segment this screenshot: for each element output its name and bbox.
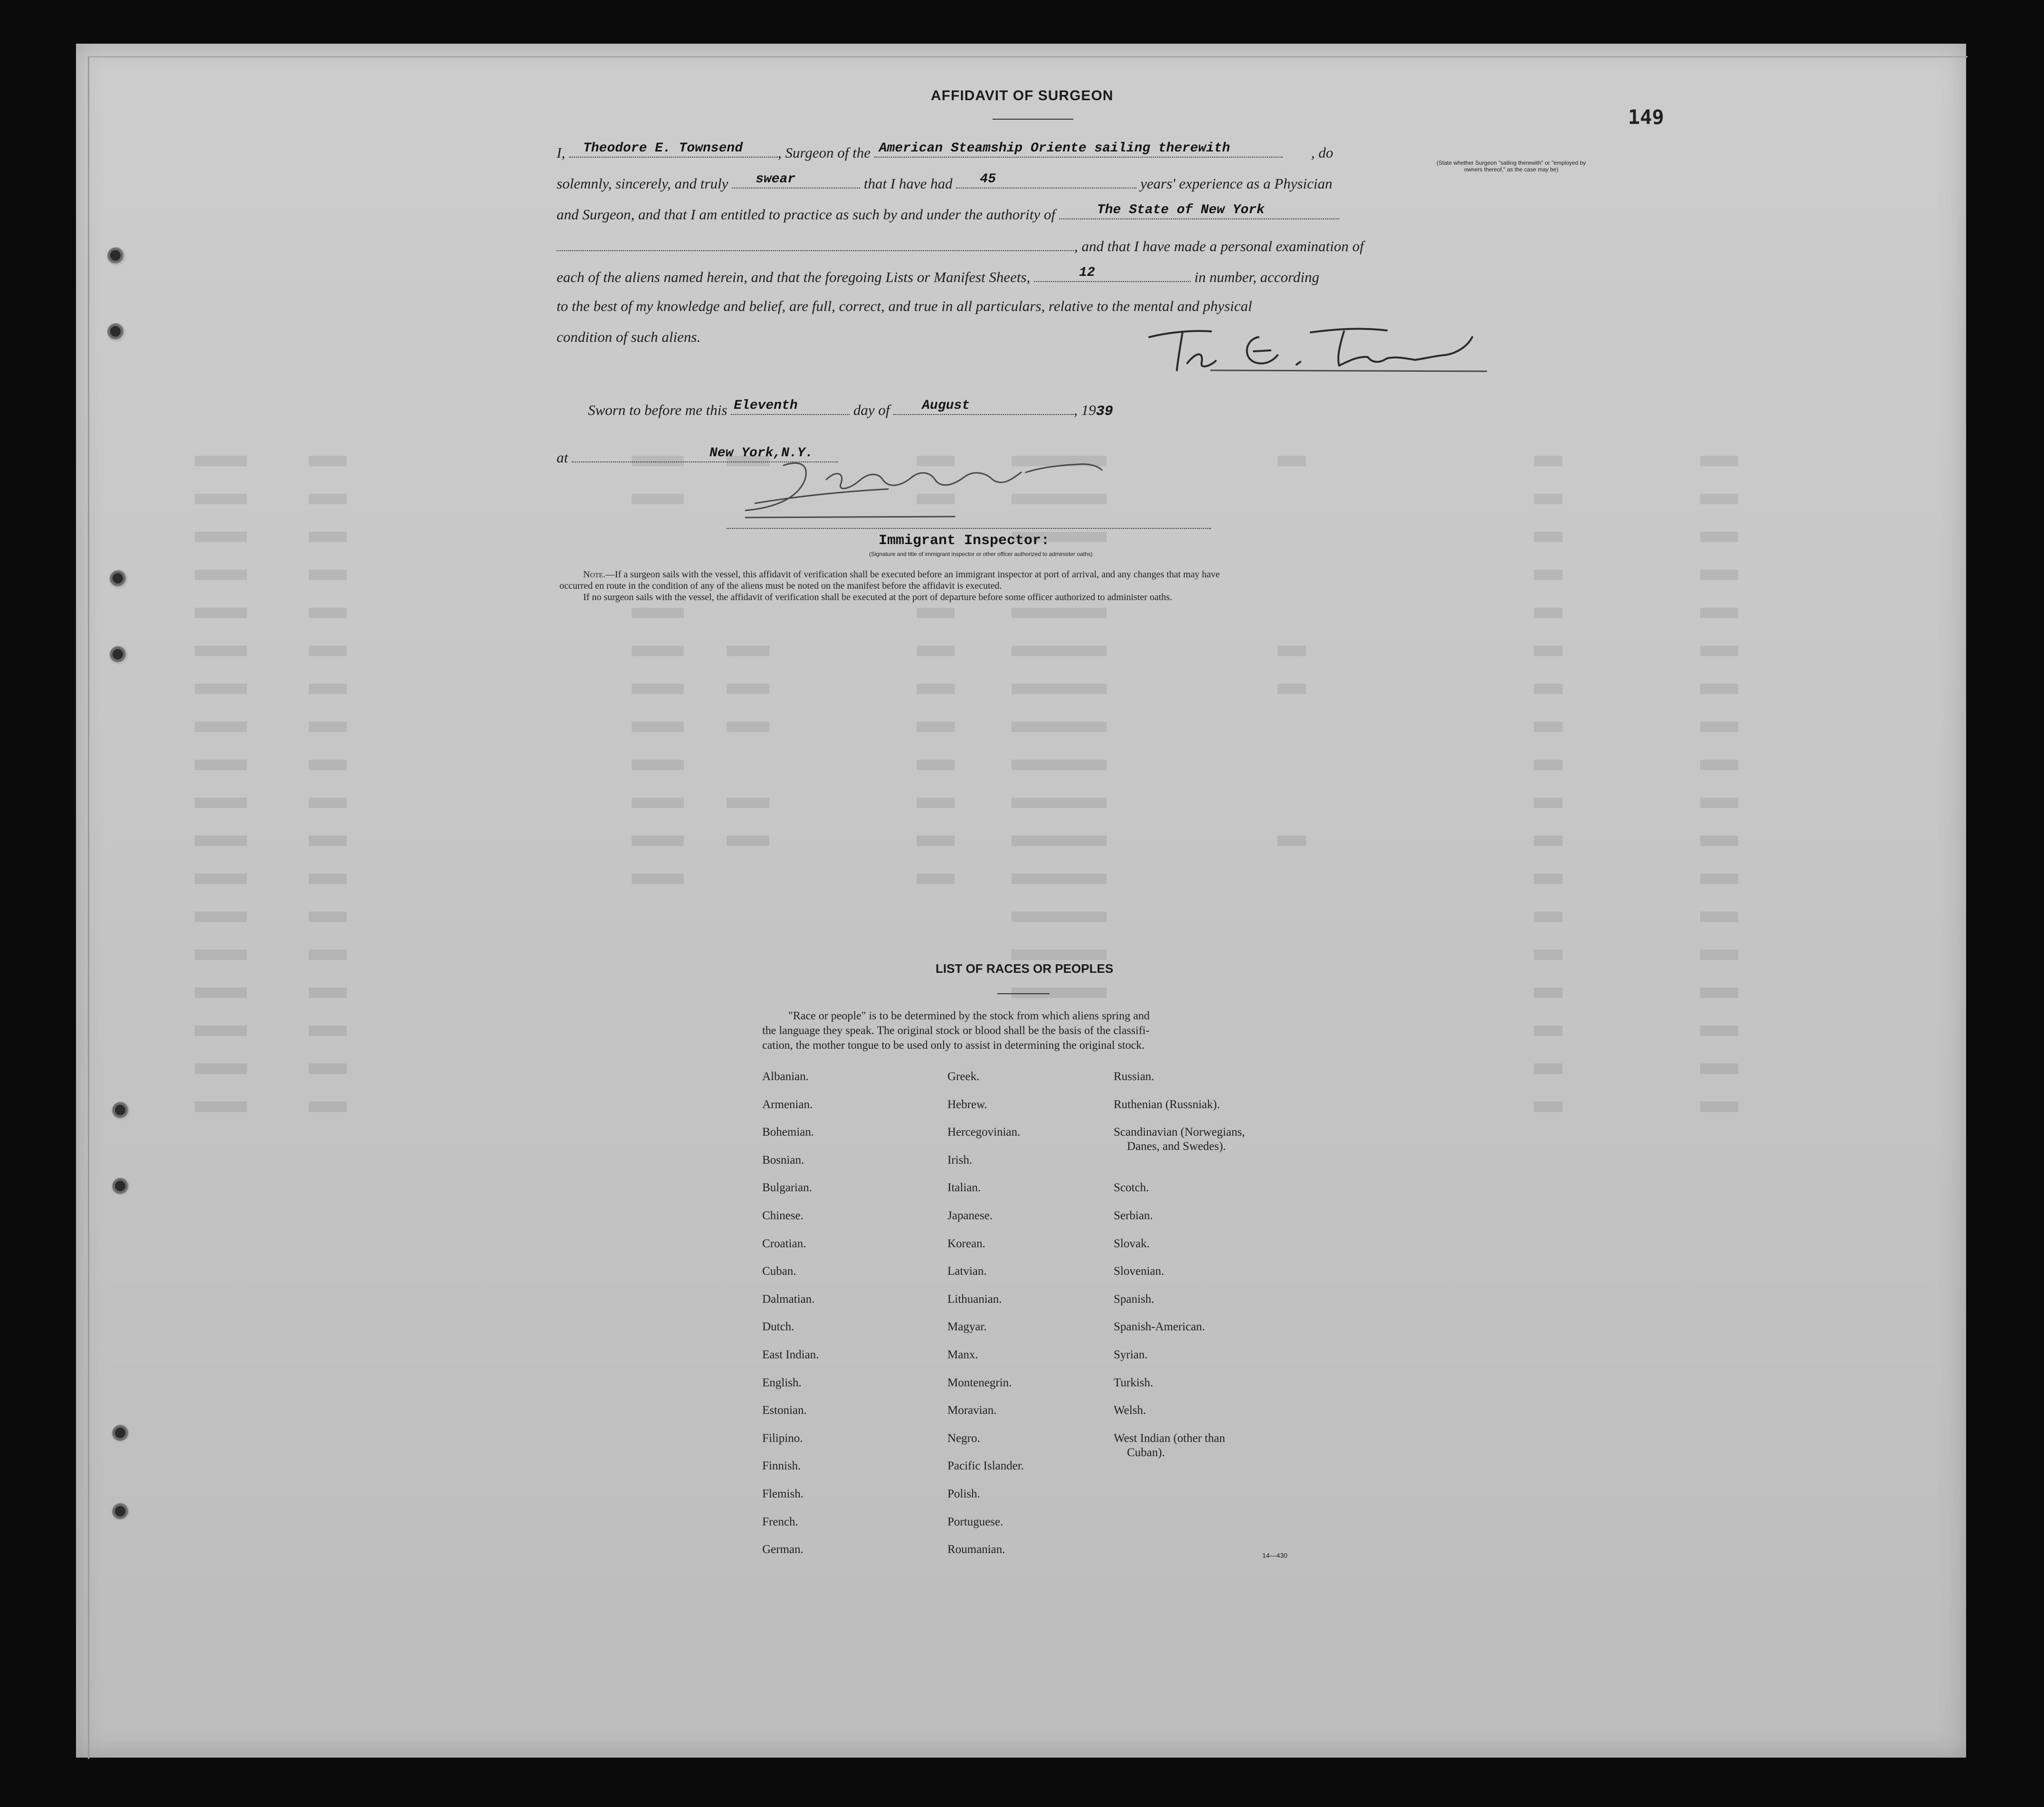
race-item: Finnish. [762, 1459, 801, 1473]
race-item: Hebrew. [947, 1098, 987, 1111]
race-item: Welsh. [1114, 1404, 1146, 1417]
race-item: Ruthenian (Russniak). [1114, 1098, 1220, 1111]
race-item: Russian. [1114, 1070, 1154, 1083]
races-column-3 [1114, 1070, 1245, 1460]
race-item: Spanish. [1114, 1292, 1154, 1306]
vessel-field: American Steamship Oriente sailing therewith [879, 141, 1230, 156]
race-item [1114, 1167, 1245, 1181]
surgeon-signature [1140, 318, 1491, 380]
affidavit-line-6: to the best of my knowledge and belief, are full, correct, and true in all particulars, relative to the mental and physical [557, 298, 1252, 314]
sworn-day-field: Eleventh [734, 398, 798, 413]
race-item: Bohemian. [762, 1126, 814, 1139]
race-item: Bosnian. [762, 1153, 804, 1167]
years-field: 45 [980, 172, 996, 187]
race-item: Flemish. [762, 1487, 804, 1500]
race-item: Slovenian. [1114, 1265, 1164, 1278]
race-item: Lithuanian. [947, 1292, 1002, 1306]
sworn-month-field: August [922, 398, 970, 413]
affidavit-line-2: solemnly, sincerely, and truly swear that I have had 45 years' experience as a Physician [557, 172, 1333, 192]
race-item: Albanian. [762, 1070, 809, 1083]
footnote: Note.—If a surgeon sails with the vessel, this affidavit of verification shall be executed before an immigrant inspector at port of arrival, and any changes that may have occurred en route in the condition of any of the aliens must be noted on the manifest before the affidavit is executed. If no surgeon sails with the vessel, the affidavit of verification shall be executed at the port of departure before some officer authorized to administer oaths. [559, 569, 1220, 602]
binder-hole-icon [112, 1424, 131, 1443]
binder-hole-icon [112, 1101, 131, 1120]
race-item: Serbian. [1114, 1209, 1153, 1222]
race-item: Croatian. [762, 1237, 806, 1250]
race-item: Spanish-American. [1114, 1320, 1205, 1334]
race-item: Italian. [947, 1181, 981, 1195]
binder-hole-icon [109, 646, 128, 665]
binder-hole-icon [112, 1177, 131, 1196]
race-item: Armenian. [762, 1098, 813, 1111]
sheets-count-field: 12 [1079, 265, 1095, 280]
race-item: Manx. [947, 1348, 978, 1361]
binder-hole-icon [107, 247, 126, 266]
races-intro: "Race or people" is to be determined by the stock from which aliens spring and the language they speak. The original stock or blood shall be the basis of the classifi- cation, the mother tongue to be used only to assist in determining the original stock. [762, 1010, 1150, 1052]
race-item: Cuban). [1127, 1446, 1165, 1459]
race-item: French. [762, 1515, 798, 1528]
race-item: Scandinavian (Norwegians, [1114, 1126, 1245, 1139]
race-item: English. [762, 1376, 802, 1389]
place-line: at New York,N.Y. [557, 447, 838, 466]
race-item: Dutch. [762, 1320, 795, 1334]
race-item: Moravian. [947, 1404, 997, 1417]
race-item: Irish. [947, 1153, 973, 1167]
binder-hole-icon [112, 1503, 131, 1522]
race-item: Estonian. [762, 1404, 807, 1417]
race-item: German. [762, 1543, 804, 1556]
place-field: New York,N.Y. [709, 446, 814, 461]
race-item: Slovak. [1114, 1237, 1150, 1250]
inspector-title-note: (Signature and title of immigrant inspector or other officer authorized to administer oaths) [869, 551, 1093, 557]
binder-hole-icon [109, 570, 128, 589]
race-item: Roumanian. [947, 1543, 1005, 1556]
race-item: Turkish. [1114, 1376, 1154, 1389]
inspector-signature-line [727, 528, 1211, 529]
race-item: Danes, and Swedes). [1127, 1140, 1226, 1153]
form-number: 14—430 [1262, 1552, 1287, 1559]
page-number: 149 [1628, 105, 1664, 129]
race-item: Latvian. [947, 1265, 987, 1278]
affidavit-line-7: condition of such aliens. [557, 329, 701, 345]
sworn-line: Sworn to before me this Eleventh day of August , 1939 [588, 398, 1113, 420]
race-item: Filipino. [762, 1431, 803, 1445]
affidavit-line-4: , and that I have made a personal examination of [557, 236, 1364, 255]
races-column-1 [762, 1070, 819, 1571]
surgeon-name-field: Theodore E. Townsend [583, 141, 743, 156]
races-heading: LIST OF RACES OR PEOPLES [936, 961, 1114, 976]
page-title: AFFIDAVIT OF SURGEON [931, 88, 1114, 104]
inspector-signature [727, 451, 1154, 527]
race-item: Cuban. [762, 1265, 796, 1278]
race-item: Scotch. [1114, 1181, 1149, 1195]
race-item: Hercegovinian. [947, 1126, 1021, 1139]
race-item: Pacific Islander. [947, 1459, 1024, 1473]
race-item: Bulgarian. [762, 1181, 812, 1195]
affidavit-line-1: I, Theodore E. Townsend , Surgeon of the American Steamship Oriente sailing therewith , do [557, 141, 1334, 161]
affidavit-line-5: each of the aliens named herein, and that the foregoing Lists or Manifest Sheets, 12 in number, according [557, 265, 1320, 285]
title-underline [993, 119, 1073, 120]
race-item: Montenegrin. [947, 1376, 1012, 1389]
race-item: Chinese. [762, 1209, 804, 1222]
race-item: West Indian (other than [1114, 1431, 1225, 1445]
oath-field: swear [756, 172, 796, 187]
race-item: Polish. [947, 1487, 980, 1500]
race-item: East Indian. [762, 1348, 819, 1361]
race-item: Magyar. [947, 1320, 987, 1334]
race-item: Portuguese. [947, 1515, 1003, 1528]
race-item: Negro. [947, 1431, 980, 1445]
sworn-year-field: 39 [1096, 404, 1113, 420]
races-underline [997, 993, 1050, 994]
binder-hole-icon [107, 323, 126, 342]
authority-field: The State of New York [1097, 203, 1265, 217]
inspector-title: Immigrant Inspector: [879, 533, 1050, 549]
race-item: Greek. [947, 1070, 980, 1083]
affidavit-line-3: and Surgeon, and that I am entitled to practice as such by and under the authority of The State of New York [557, 204, 1339, 223]
races-column-2 [947, 1070, 1024, 1571]
race-item: Dalmatian. [762, 1292, 815, 1306]
race-item: Korean. [947, 1237, 985, 1250]
surgeon-status-note: (State whether Surgeon "sailing therewith" or "employed by owners thereof," as the case may be) [1437, 160, 1586, 173]
race-item: Japanese. [947, 1209, 993, 1222]
race-item: Syrian. [1114, 1348, 1148, 1361]
